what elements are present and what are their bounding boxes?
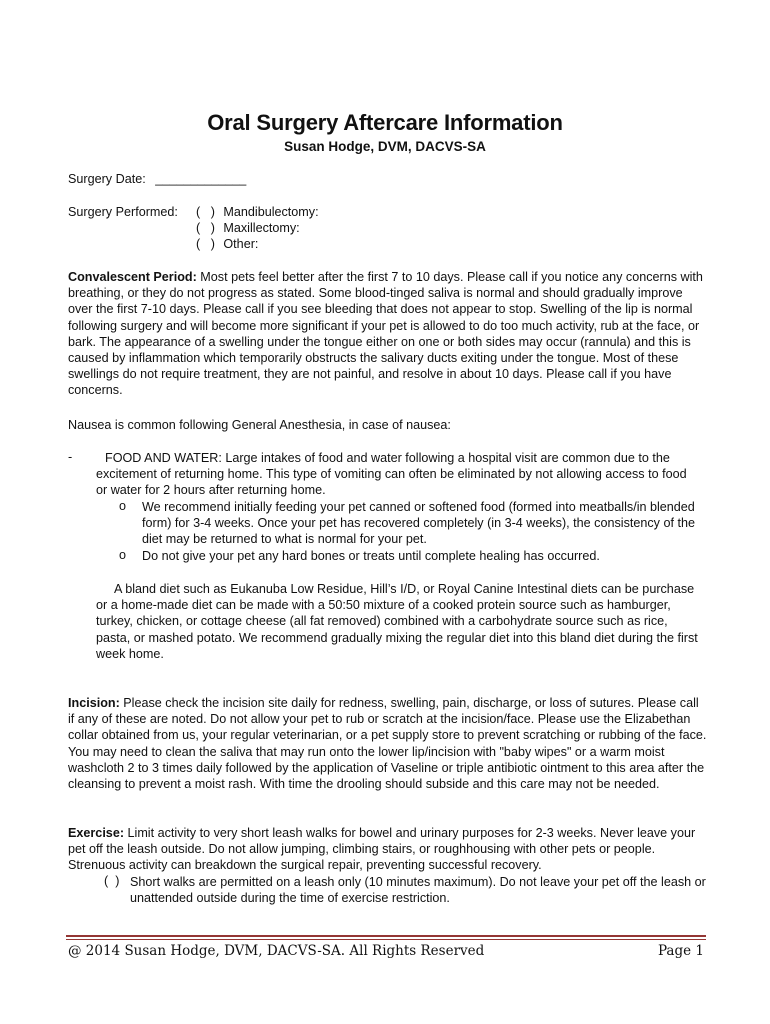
food-water-text: FOOD AND WATER: Large intakes of food and water following a hospital visit are common due to the excitement of returning home. This type of vomiting can often be eliminated by not allowing access to food or water for 2 hours after returning home. [96,451,687,498]
exercise-section [68,825,708,874]
option-label: Mandibulectomy: [223,205,319,219]
bullet-feeding: We recommend initially feeding your pet canned or softened food (formed into meatballs/in blended form) for 3-4 weeks. Once your pet has recovered completely (in 3-4 weeks), the consistency of the diet may be returned to what is normal for your pet. [142,500,695,547]
surgery-date-blank: _____________ [155,172,247,186]
incision-section [68,695,708,792]
document-title: Oral Surgery Aftercare Information [207,110,563,135]
incision-heading: Incision: [68,696,120,710]
exercise-heading: Exercise: [68,826,125,840]
option-label: Maxillectomy: [223,221,300,235]
checkbox-maxillectomy: ( ) [196,221,215,235]
footer-rule-thin [66,939,706,940]
surgery-option-mandibulectomy [196,205,319,219]
bullet-bones: Do not give your pet any hard bones or treats until complete healing has occurred. [142,549,600,563]
surgery-option-other [196,237,258,251]
surgery-date-line [68,172,246,186]
nausea-intro: Nausea is common following General Anesthesia, in case of nausea: [68,418,451,432]
footer-copyright: @ 2014 Susan Hodge, DVM, DACVS-SA. All Rights Reserved [68,943,485,959]
option-label: Other: [223,237,259,251]
convalescent-heading: Convalescent Period: [68,270,197,284]
convalescent-section [68,269,708,399]
page-number: Page 1 [657,943,704,959]
checkbox-mandibulectomy: ( ) [196,205,215,219]
exercise-checkbox: ( ) [104,874,120,888]
footer-rule [66,935,706,937]
bullet-marker: o [119,548,127,562]
bullet-marker: o [119,499,127,513]
exercise-option-text: Short walks are permitted on a leash only (10 minutes maximum). Do not leave your pet off the leash or unattended outside during the time of exercise restriction. [130,875,706,906]
checkbox-other: ( ) [196,237,215,251]
incision-body: Please check the incision site daily for redness, swelling, pain, discharge, or loss of sutures. Please call if any of these are noted. Do not allow your pet to rub or scratch at the incision/face. Please use the Elizabethan collar obtained from us, your regular veterinarian, or a pet supply store to prevent scratching or rubbing of the face. You may need to clean the saliva that may run onto the lower lip/incision with "baby wipes" or a warm moist washcloth 2 to 3 times daily followed by the application of Vaseline or triple antibiotic ointment to this area after the cleansing to prevent a moist rash. With time the drooling should subside and this care may not be needed. [68,696,707,792]
surgery-option-maxillectomy [196,221,300,235]
document-author: Susan Hodge, DVM, DACVS-SA [284,139,486,154]
surgery-date-label: Surgery Date: [68,172,146,186]
convalescent-body: Most pets feel better after the first 7 to 10 days. Please call if you notice any concerns with breathing, or they do not progress as stated. Some blood-tinged saliva is normal and should gradually improve over the first 7-10 days. Please call if you see bleeding that does not appear to stop. Swelling of the lip is normal following surgery and will become more significant if your pet is allowed to do too much activity, rub at the face, or bark. The appearance of a swelling under the tongue either on one or both sides may occur (rannula) and this is caused by inflammation which temporarily obstructs the salivary ducts exiting under the tongue. Most of these swellings do not require treatment, they are not painful, and resolve in about 10 days. Please call if you have concerns. [68,270,703,398]
food-water-dash: - [68,450,73,464]
exercise-body: Limit activity to very short leash walks for bowel and urinary purposes for 2-3 weeks. Never leave your pet off the leash outside. Do not allow jumping, climbing stairs, or roughhousing with other pets or people. Strenuous activity can breakdown the surgical repair, preventing successful recovery. [68,826,696,873]
surgery-performed-label: Surgery Performed: [68,205,178,219]
bland-diet-paragraph: A bland diet such as Eukanuba Low Residue, Hill’s I/D, or Royal Canine Intestinal diets can be purchase or a home-made diet can be made with a 50:50 mixture of a cooked protein source such as hamburger, turkey, chicken, or cottage cheese (all fat removed) combined with a carbohydrate source such as rice, pasta, or mashed potato. We recommend gradually mixing the regular diet into this bland diet during the first week home. [96,582,698,661]
